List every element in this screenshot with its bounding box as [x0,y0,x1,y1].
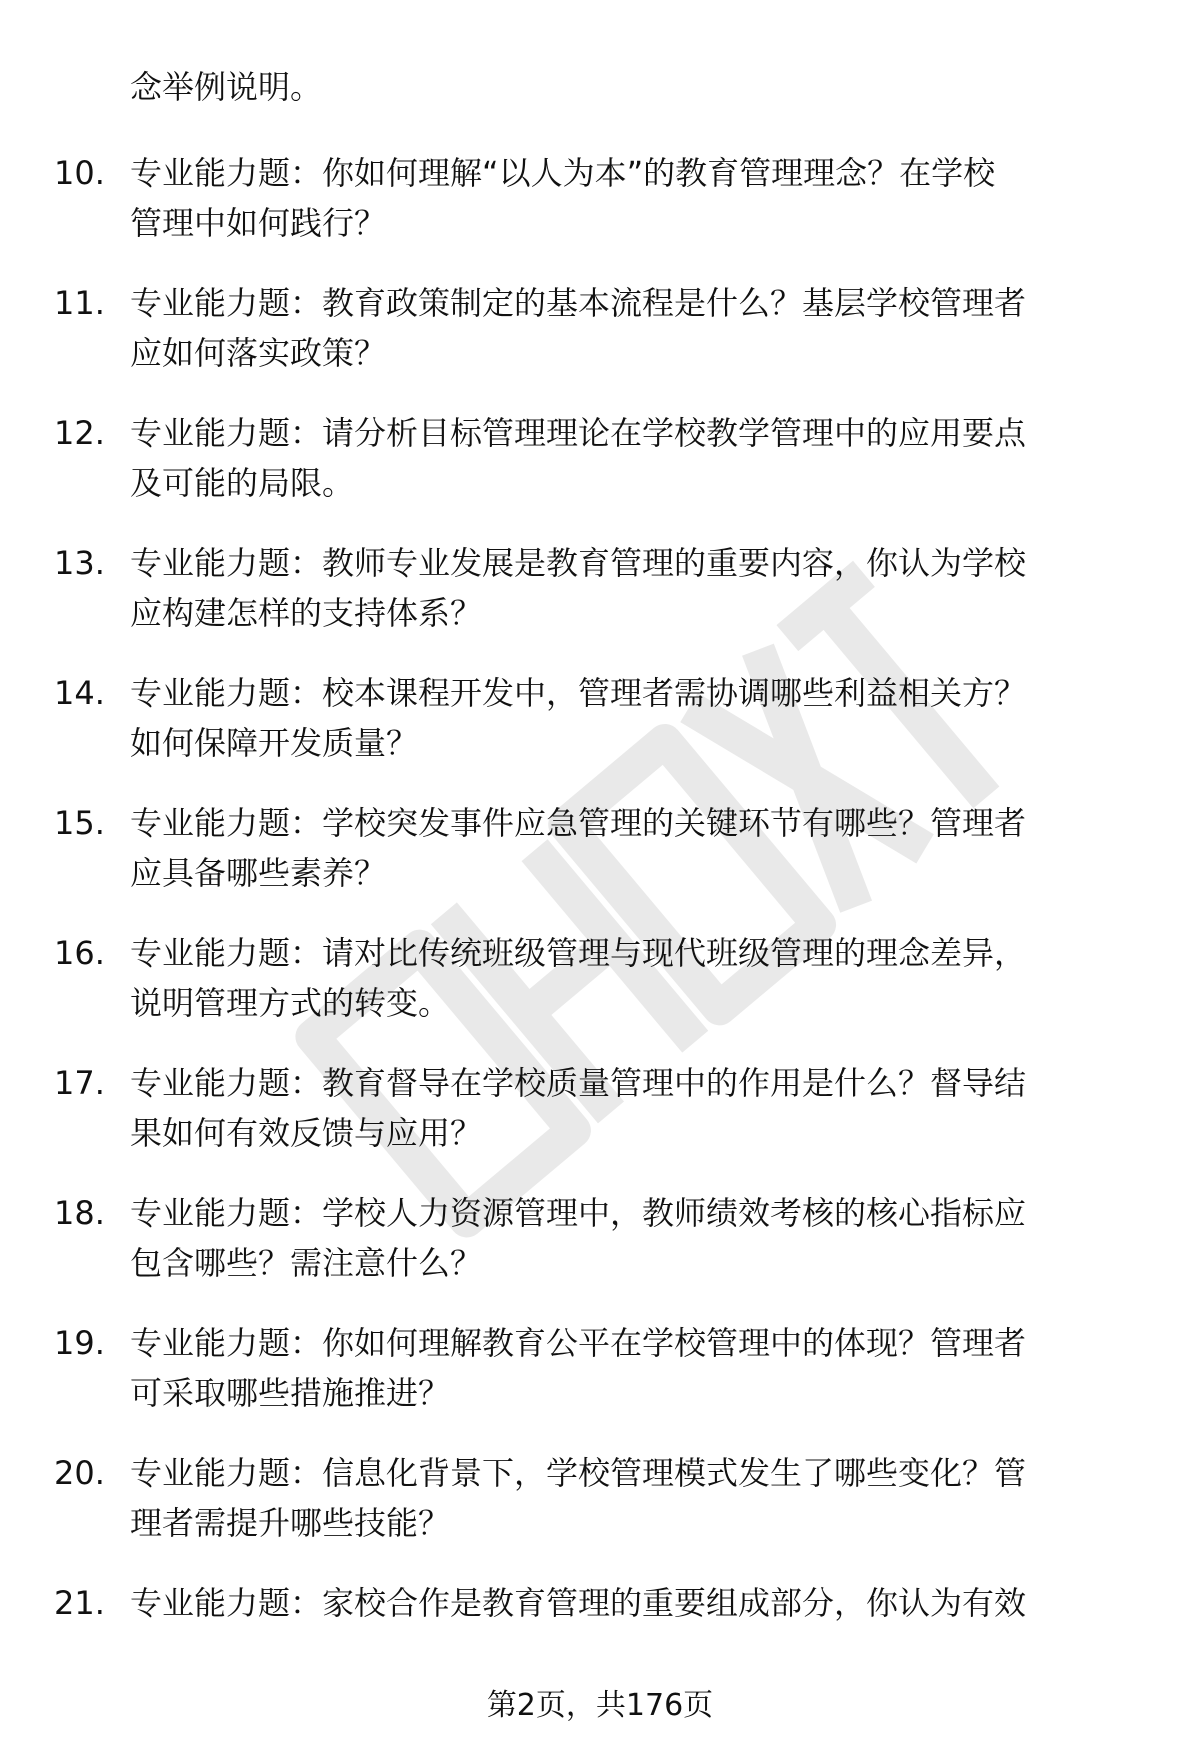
question-text: 专业能力题：你如何理解教育公平在学校管理中的体现？管理者 可采取哪些措施推进？ [130,1324,1027,1412]
question-number: 16. [54,934,105,972]
question-item [0,408,1200,538]
question-number: 11. [54,284,105,322]
question-number: 19. [54,1324,105,1362]
question-number: 12. [54,414,105,452]
question-number: 10. [54,154,105,192]
question-text: 专业能力题：学校人力资源管理中，教师绩效考核的核心指标应 包含哪些？需注意什么？ [130,1194,1027,1282]
question-text: 专业能力题：教育政策制定的基本流程是什么？基层学校管理者 应如何落实政策？ [130,284,1027,372]
question-text: 专业能力题：教师专业发展是教育管理的重要内容，你认为学校 应构建怎样的支持体系？ [130,544,1027,632]
question-item [0,148,1200,278]
question-number: 14. [54,674,105,712]
question-text: 专业能力题：教育督导在学校质量管理中的作用是什么？督导结 果如何有效反馈与应用？ [130,1064,1027,1152]
question-item [0,1318,1200,1448]
question-text: 专业能力题：校本课程开发中，管理者需协调哪些利益相关方？ 如何保障开发质量？ [130,674,1027,762]
continuation-text: 念举例说明。 [130,68,323,106]
question-item [0,538,1200,668]
question-text: 专业能力题：你如何理解“以人为本”的教育管理理念？在学校 管理中如何践行？ [130,154,996,242]
question-text: 专业能力题：家校合作是教育管理的重要组成部分，你认为有效 [130,1584,1027,1622]
question-number: 15. [54,804,105,842]
question-text: 专业能力题：学校突发事件应急管理的关键环节有哪些？管理者 应具备哪些素养？ [130,804,1027,892]
question-item [0,1058,1200,1188]
question-item [0,798,1200,928]
question-item [0,928,1200,1058]
question-item [0,1188,1200,1318]
question-number: 21. [54,1584,105,1622]
question-text: 专业能力题：请分析目标管理理论在学校教学管理中的应用要点 及可能的局限。 [130,414,1027,502]
question-number: 13. [54,544,105,582]
question-item [0,668,1200,798]
question-text: 专业能力题：请对比传统班级管理与现代班级管理的理念差异， 说明管理方式的转变。 [130,934,1027,1022]
question-number: 20. [54,1454,105,1492]
question-number: 17. [54,1064,105,1102]
question-item [0,278,1200,408]
question-list [0,148,1200,1708]
question-number: 18. [54,1194,105,1232]
page-footer: 第2页，共176页 [486,1688,714,1723]
question-text: 专业能力题：信息化背景下，学校管理模式发生了哪些变化？管 理者需提升哪些技能？ [130,1454,1027,1542]
question-item [0,1448,1200,1578]
